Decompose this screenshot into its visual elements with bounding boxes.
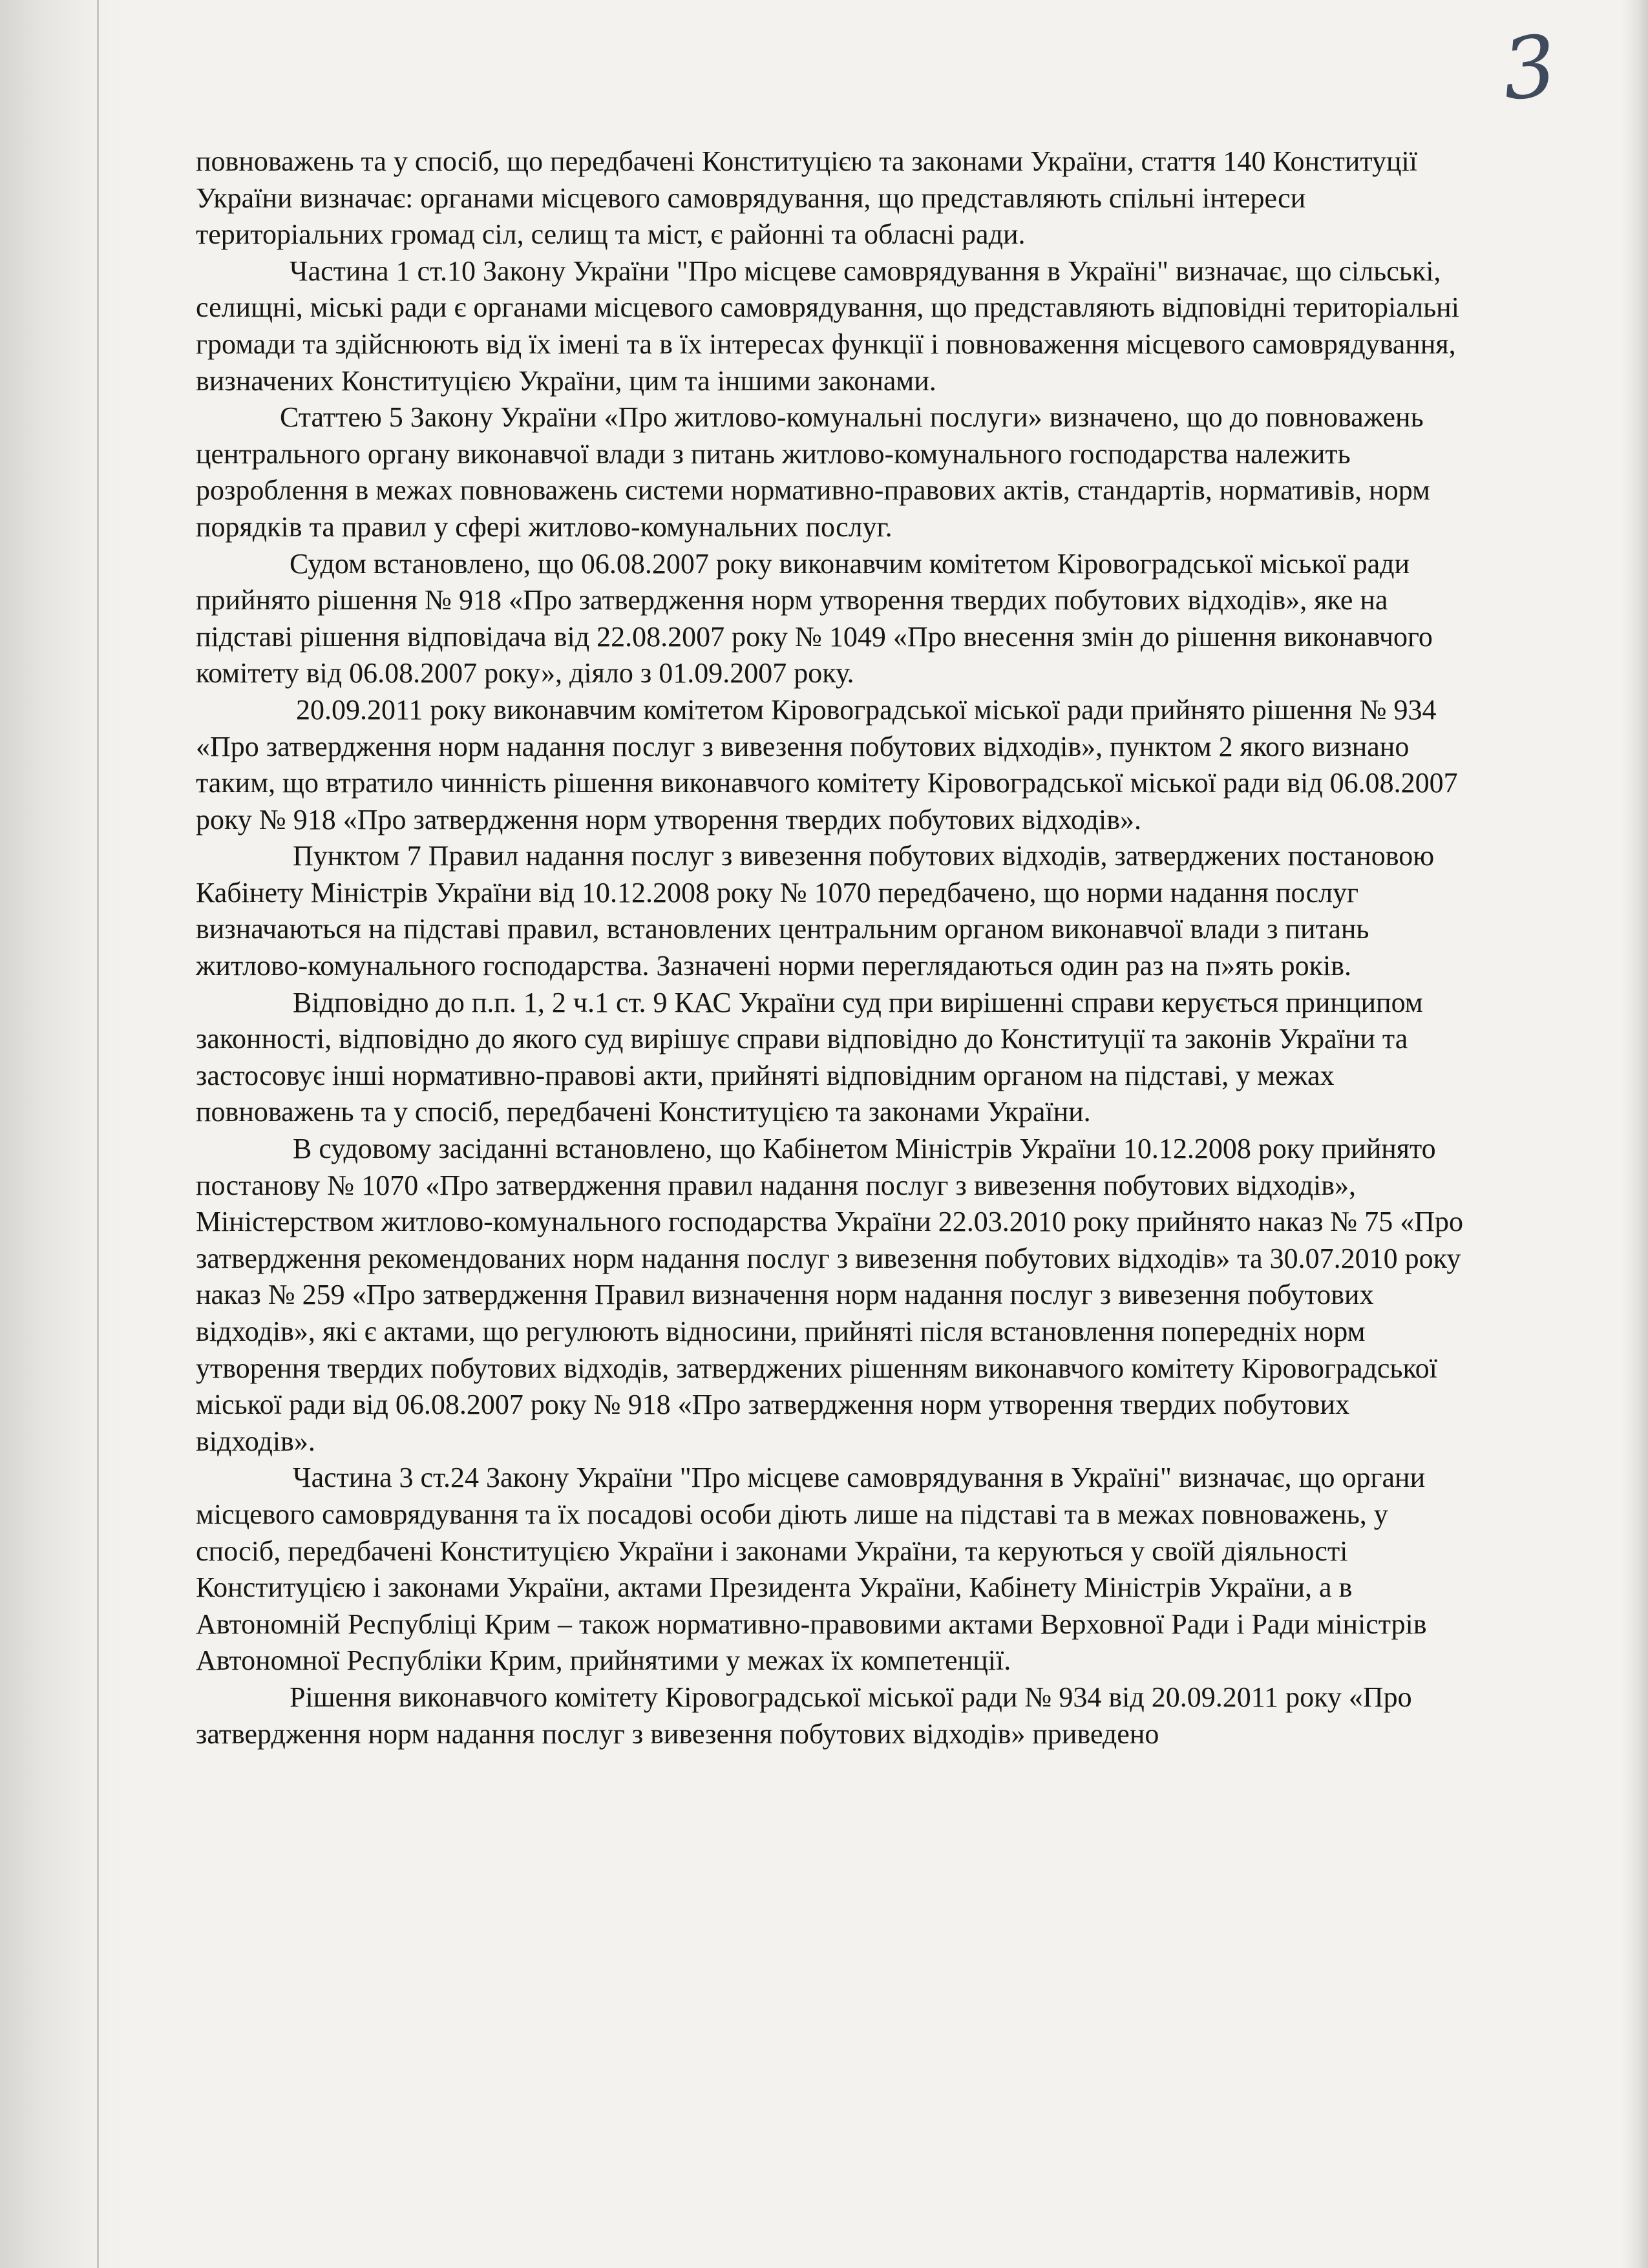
paragraph-2: Частина 1 ст.10 Закону України "Про місцеве самоврядування в Україні" визначає, що сільські, селищні, міські ради є органами місцевого самоврядування, що представляють відповідні територіальні громади та здійснюють від їх імені та в їх інтересах функції і повноваження місцевого самоврядування, визначених Конституцією України, цим та іншими законами. xyxy=(196,255,1459,397)
paragraph-7: Відповідно до п.п. 1, 2 ч.1 ст. 9 КАС України суд при вирішенні справи керується принципом законності, відповідно до якого суд вирішує справи відповідно до Конституції та законів України та застосовує інші нормативно-правові акти, прийняті відповідним органом на підставі, у межах повноважень та у спосіб, передбачені Конституцією та законами України. xyxy=(196,986,1423,1128)
page-right-shadow xyxy=(1622,0,1648,2268)
handwritten-page-number: 3 xyxy=(1497,16,1561,120)
paragraph-1: повноважень та у спосіб, що передбачені Конституцією та законами України, стаття 140 Конституції України визначає: органами місцевого самоврядування, що представляють спільні інтереси територіальних громад сіл, селищ та міст, є районні та обласні ради. xyxy=(196,145,1418,251)
document-body xyxy=(196,143,1469,1752)
page-left-shadow xyxy=(0,0,129,2268)
paragraph-10: Рішення виконавчого комітету Кіровоградської міської ради № 934 від 20.09.2011 року «Про затвердження норм надання послуг з вивезення побутових відходів» приведено xyxy=(196,1681,1412,1750)
paragraph-5: 20.09.2011 року виконавчим комітетом Кіровоградської міської ради прийнято рішення № 934 «Про затвердження норм надання послуг з вивезення побутових відходів», пунктом 2 якого визнано таким, що втратило чинність рішення виконавчого комітету Кіровоградської міської ради від 06.08.2007 року № 918 «Про затвердження норм утворення твердих побутових відходів». xyxy=(196,693,1458,835)
paragraph-3: Статтею 5 Закону України «Про житлово-комунальні послуги» визначено, що до повноважень центрального органу виконавчої влади з питань житлово-комунального господарства належить розроблення в межах повноважень системи нормативно-правових актів, стандартів, нормативів, норм порядків та правил у сфері житлово-комунальних послуг. xyxy=(196,401,1430,543)
paragraph-8: В судовому засіданні встановлено, що Кабінетом Міністрів України 10.12.2008 року прийнято постанову № 1070 «Про затвердження правил надання послуг з вивезення побутових відходів», Міністерством житлово-комунального господарства України 22.03.2010 року прийнято наказ № 75 «Про затвердження рекомендованих норм надання послуг з вивезення побутових відходів» та 30.07.2010 року наказ № 259 «Про затвердження Правил визначення норм надання послуг з вивезення побутових відходів», які є актами, що регулюють відносини, прийняті після встановлення попередніх норм утворення твердих побутових відходів, затверджених рішенням виконавчого комітету Кіровоградської міської ради від 06.08.2007 року № 918 «Про затвердження норм утворення твердих побутових відходів». xyxy=(196,1133,1463,1457)
paragraph-9: Частина 3 ст.24 Закону України "Про місцеве самоврядування в Україні" визначає, що органи місцевого самоврядування та їх посадові особи діють лише на підставі та в межах повноважень, у спосіб, передбачені Конституцією України і законами України, та керуються у своїй діяльності Конституцією і законами України, актами Президента України, Кабінету Міністрів України, а в Автономній Республіці Крим – також нормативно-правовими актами Верховної Ради і Ради міністрів Автономної Республіки Крим, прийнятими у межах їх компетенції. xyxy=(196,1462,1427,1677)
paragraph-4: Судом встановлено, що 06.08.2007 року виконавчим комітетом Кіровоградської міської ради прийнято рішення № 918 «Про затвердження норм утворення твердих побутових відходів», яке на підставі рішення відповідача від 22.08.2007 року № 1049 «Про внесення змін до рішення виконавчого комітету від 06.08.2007 року», діяло з 01.09.2007 року. xyxy=(196,547,1433,689)
paragraph-6: Пунктом 7 Правил надання послуг з вивезення побутових відходів, затверджених постановою Кабінету Міністрів України від 10.12.2008 року № 1070 передбачено, що норми надання послуг визначаються на підставі правил, встановлених центральним органом виконавчої влади з питань житлово-комунального господарства. Зазначені норми переглядаються один раз на п»ять років. xyxy=(196,840,1435,982)
binding-edge xyxy=(97,0,99,2268)
